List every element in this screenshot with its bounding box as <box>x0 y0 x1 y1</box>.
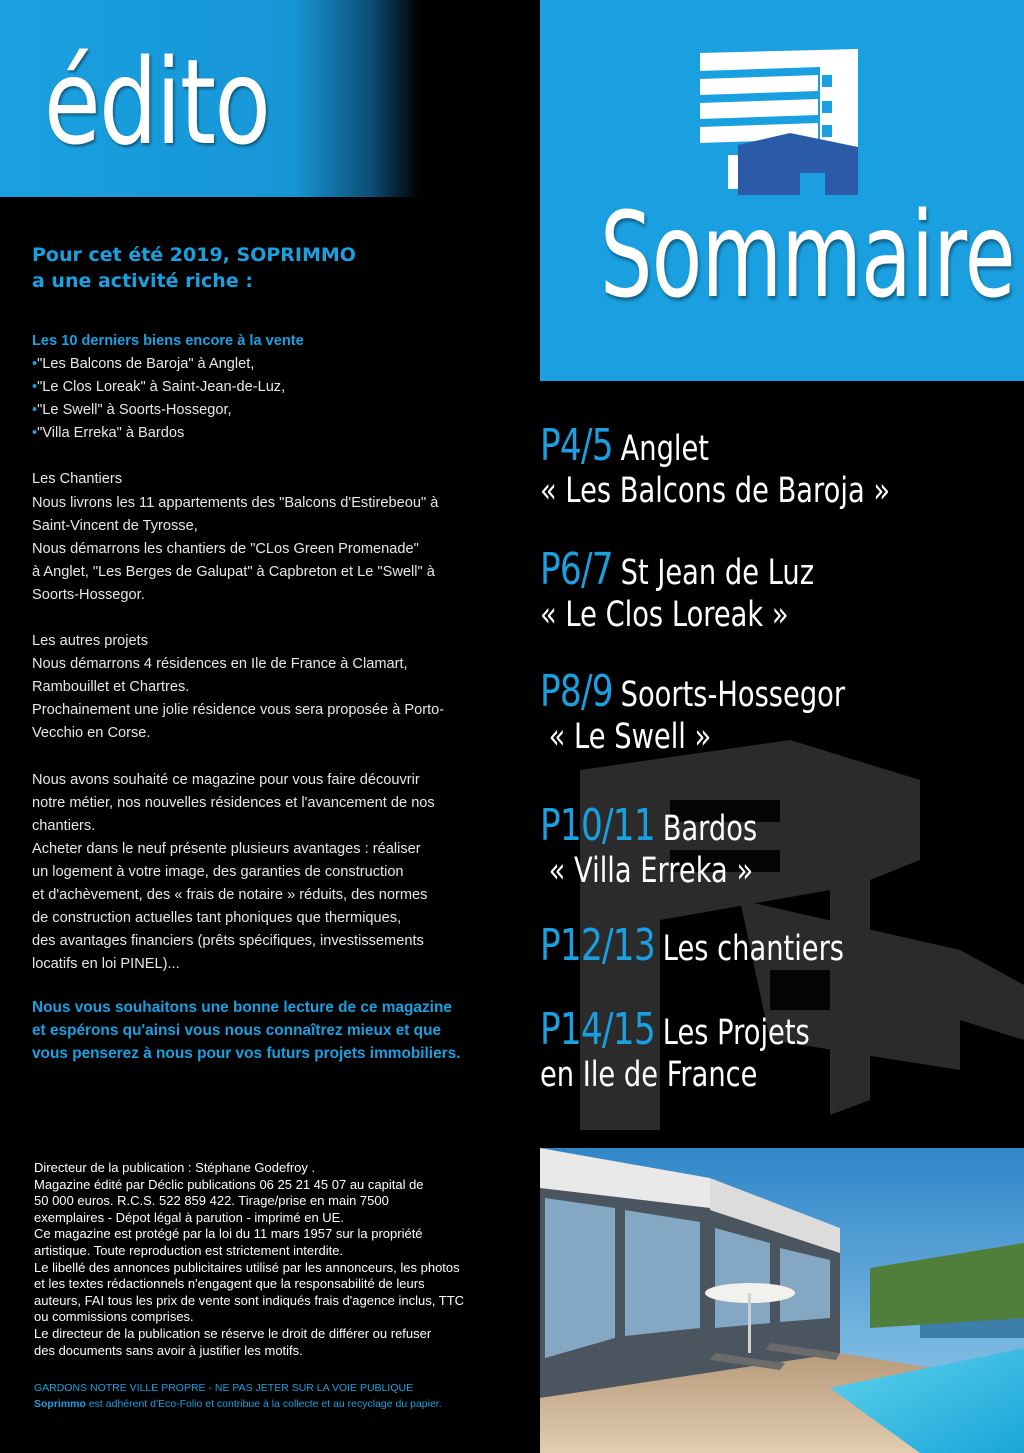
toc-page-number: P14/15 <box>540 1004 655 1055</box>
toc-entry-bardos[interactable] <box>540 800 757 891</box>
text-line: de construction actuelles tant phoniques que thermiques, <box>32 910 402 927</box>
sales-section <box>32 330 516 445</box>
legal-line: ou commissions comprises. <box>34 1309 194 1325</box>
sommaire-title: Sommaire <box>600 186 1015 324</box>
text-line: Rambouillet et Chartres. <box>32 679 190 696</box>
text-line: notre métier, nos nouvelles résidences et l'avancement de nos <box>32 794 435 811</box>
edito-closing <box>32 996 522 1065</box>
sommaire-header <box>540 0 1024 381</box>
toc-subtitle: « Villa Erreka » <box>540 851 754 891</box>
edito-body <box>32 330 516 999</box>
list-item: •"Villa Erreka" à Bardos <box>32 425 185 442</box>
toc-subtitle: « Le Swell » <box>540 717 712 757</box>
text-line: Nous livrons les 11 appartements des "Balcons d'Estirebeou" à <box>32 494 439 511</box>
projets-section <box>32 630 516 745</box>
text-line: Nous démarrons 4 résidences en Ile de France à Clamart, <box>32 656 408 673</box>
toc-place: Anglet <box>620 429 710 469</box>
text-line: Soorts-Hossegor. <box>32 586 145 603</box>
text-line: Vecchio en Corse. <box>32 725 151 742</box>
legal-line: Magazine édité par Déclic publications 06 25 21 45 07 au capital de <box>34 1176 424 1192</box>
toc-place: St Jean de Luz <box>620 553 815 593</box>
list-item: •"Le Swell" à Soorts-Hossegor, <box>32 402 232 419</box>
sales-heading: Les 10 derniers biens encore à la vente <box>32 333 304 349</box>
intro-line: a une activité riche : <box>32 270 253 292</box>
text-line: Prochainement une jolie résidence vous sera proposée à Porto- <box>32 702 445 719</box>
closing-line: et espérons qu'ainsi vous nous connaîtrez mieux et que <box>32 1022 442 1040</box>
text-line: locatifs en loi PINEL)... <box>32 956 180 973</box>
toc-entry-soorts-hossegor[interactable] <box>540 666 845 757</box>
text-line: Nous démarrons les chantiers de "CLos Green Promenade" <box>32 540 419 557</box>
toc-place: Les chantiers <box>662 929 845 969</box>
text-line: et d'achèvement, des « frais de notaire » réduits, des normes <box>32 886 428 903</box>
toc-page-number: P4/5 <box>540 420 613 471</box>
toc-entry-st-jean-de-luz[interactable] <box>540 544 814 635</box>
text-line: Saint-Vincent de Tyrosse, <box>32 517 198 534</box>
edito-title: édito <box>44 33 270 171</box>
legal-line: des documents sans avoir à justifier les motifs. <box>34 1342 303 1358</box>
footer-line: GARDONS NOTRE VILLE PROPRE - NE PAS JETER SUR LA VOIE PUBLIQUE <box>34 1382 414 1394</box>
brand-name: Soprimmo <box>34 1398 86 1410</box>
text-line: un logement à votre image, des garanties de construction <box>32 863 404 880</box>
legal-line: artistique. Toute reproduction est strictement interdite. <box>34 1242 344 1258</box>
text-line: des avantages financiers (prêts spécifiques, investissements <box>32 933 424 950</box>
legal-line: et les textes rédactionnels n'engagent que la responsabilité de leurs <box>34 1276 425 1292</box>
toc-entry-anglet[interactable] <box>540 420 890 511</box>
toc-place: Les Projets <box>662 1013 810 1053</box>
closing-line: vous penserez à nous pour vos futurs projets immobiliers. <box>32 1045 461 1063</box>
edito-header <box>0 0 420 197</box>
magazine-section <box>32 769 516 977</box>
chantiers-heading: Les Chantiers <box>32 471 123 488</box>
legal-line: Ce magazine est protégé par la loi du 11 mars 1957 sur la propriété <box>34 1226 423 1242</box>
toc-subtitle: « Le Clos Loreak » <box>540 595 789 635</box>
villa-photo <box>540 1148 1024 1453</box>
toc-subtitle: en Ile de France <box>540 1055 758 1095</box>
legal-line: Le libellé des annonces publicitaires utilisé par les annonceurs, les photos <box>34 1259 460 1275</box>
legal-line: Directeur de la publication : Stéphane Godefroy . <box>34 1160 316 1175</box>
list-item: •"Les Balcons de Baroja" à Anglet, <box>32 356 255 373</box>
toc-page-number: P8/9 <box>540 666 613 717</box>
toc-place: Soorts-Hossegor <box>620 675 846 715</box>
text-line: chantiers. <box>32 817 96 834</box>
projets-heading: Les autres projets <box>32 633 149 650</box>
toc-place: Bardos <box>662 809 758 849</box>
toc-page-number: P12/13 <box>540 920 655 971</box>
legal-line: exemplaires - Dépot légal à parution - imprimé en UE. <box>34 1209 344 1225</box>
closing-line: Nous vous souhaitons une bonne lecture de ce magazine <box>32 999 452 1016</box>
text-line: Nous avons souhaité ce magazine pour vous faire découvrir <box>32 771 420 788</box>
footer-note <box>34 1380 514 1412</box>
edito-intro <box>32 242 452 294</box>
toc-entry-chantiers[interactable] <box>540 920 844 971</box>
intro-line: Pour cet été 2019, SOPRIMMO <box>32 244 356 266</box>
toc-page-number: P10/11 <box>540 800 655 851</box>
footer-line: Soprimmo est adhérent d'Eco-Folio et contribue à la collecte et au recyclage du papier. <box>34 1398 442 1410</box>
text-line: Acheter dans le neuf présente plusieurs avantages : réaliser <box>32 840 421 857</box>
toc-page-number: P6/7 <box>540 544 613 595</box>
toc-entry-projets[interactable] <box>540 1004 810 1095</box>
legal-line: auteurs, FAI tous les prix de vente sont indiqués frais d'agence inclus, TTC <box>34 1292 465 1308</box>
toc-subtitle: « Les Balcons de Baroja » <box>540 471 891 511</box>
chantiers-section <box>32 468 516 607</box>
legal-line: Le directeur de la publication se réserve le droit de différer ou refuser <box>34 1325 432 1341</box>
legal-notice <box>34 1160 514 1359</box>
legal-line: 50 000 euros. R.C.S. 522 859 422. Tirage/prise en main 7500 <box>34 1193 389 1209</box>
list-item: •"Le Clos Loreak" à Saint-Jean-de-Luz, <box>32 379 286 396</box>
building-logo-icon <box>690 45 870 195</box>
text-line: à Anglet, "Les Berges de Galupat" à Capbreton et Le "Swell" à <box>32 563 435 580</box>
